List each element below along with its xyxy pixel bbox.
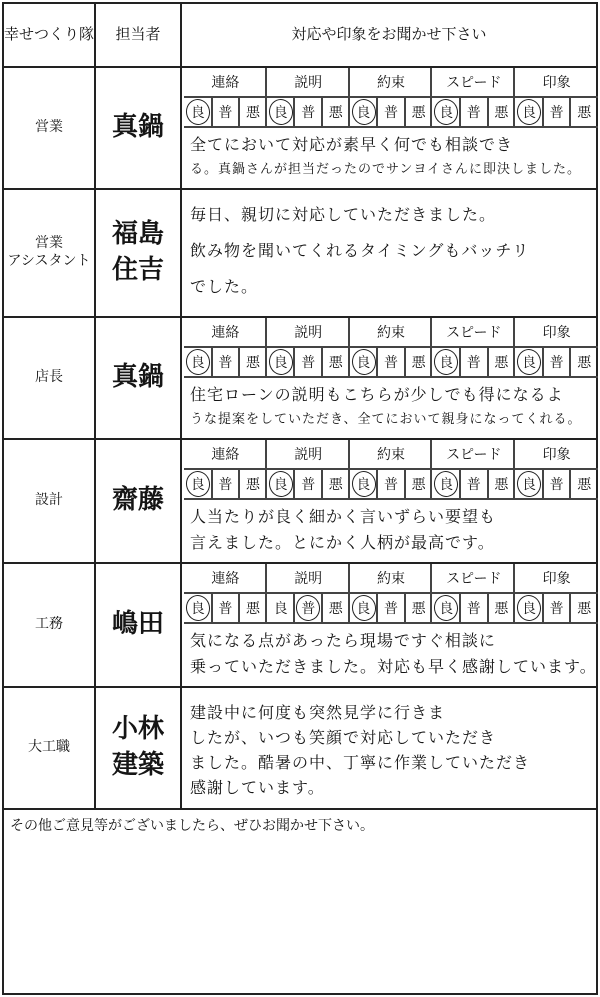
rating-option[interactable]: 普 xyxy=(301,355,316,371)
rating-option[interactable]: 悪 xyxy=(411,477,426,493)
comment-line: 言えました。とにかく人柄が最高です。 xyxy=(190,533,495,552)
rating-option[interactable]: 良 xyxy=(273,601,288,617)
rating-option[interactable]: 普 xyxy=(383,105,398,121)
rating-option[interactable]: 普 xyxy=(549,355,564,371)
row-person-name: 真鍋 xyxy=(111,361,164,392)
comment-line: でした。 xyxy=(190,277,259,296)
row-person-name: 齋藤 xyxy=(111,484,164,515)
rating-option[interactable]: 悪 xyxy=(245,477,260,493)
comment-line: うな提案をしていただき、全てにおいて親身になってくれる。 xyxy=(190,412,582,427)
rating-option[interactable]: 良 xyxy=(356,355,371,371)
rating-category: 約束 xyxy=(376,447,405,463)
rating-option[interactable]: 普 xyxy=(466,601,481,617)
row-role: 営業 xyxy=(35,118,63,135)
rating-option[interactable]: 良 xyxy=(190,105,205,121)
rating-option[interactable]: 良 xyxy=(190,477,205,493)
rating-option[interactable]: 悪 xyxy=(494,355,509,371)
comment-line: 感謝しています。 xyxy=(190,778,325,797)
rating-option[interactable]: 普 xyxy=(466,355,481,371)
rating-option[interactable]: 普 xyxy=(301,477,316,493)
comment-line: 住宅ローンの説明もこちらが少しでも得になるよ xyxy=(190,385,564,404)
rating-category: 連絡 xyxy=(211,75,240,91)
comment-line: 建設中に何度も突然見学に行きま xyxy=(190,703,446,722)
comment-line: 全てにおいて対応が素早く何でも相談でき xyxy=(190,135,514,154)
rating-option[interactable]: 普 xyxy=(383,355,398,371)
rating-option[interactable]: 悪 xyxy=(577,601,592,617)
rating-option[interactable]: 普 xyxy=(549,601,564,617)
rating-option[interactable]: 悪 xyxy=(328,105,343,121)
rating-category: 説明 xyxy=(294,447,323,463)
rating-category: 約束 xyxy=(376,325,405,341)
footer-prompt: その他ご意見等がございましたら、ぜひお聞かせ下さい。 xyxy=(10,818,374,834)
rating-category: 連絡 xyxy=(211,571,240,587)
rating-option[interactable]: 悪 xyxy=(411,601,426,617)
rating-category: 連絡 xyxy=(211,447,240,463)
rating-category: 印象 xyxy=(542,325,571,341)
rating-option[interactable]: 悪 xyxy=(328,477,343,493)
rating-option[interactable]: 普 xyxy=(218,105,233,121)
rating-category: 印象 xyxy=(542,571,571,587)
comment-line: ました。酷暑の中、丁寧に作業していただき xyxy=(190,753,531,772)
rating-category: 説明 xyxy=(294,325,323,341)
rating-category: スピード xyxy=(446,75,502,91)
rating-option[interactable]: 良 xyxy=(439,355,454,371)
rating-option[interactable]: 悪 xyxy=(328,601,343,617)
header-team: 幸せつくり隊 xyxy=(4,25,95,44)
row-role: 大工職 xyxy=(28,738,70,755)
rating-option[interactable]: 良 xyxy=(356,477,371,493)
rating-option[interactable]: 悪 xyxy=(494,105,509,121)
rating-category: スピード xyxy=(446,571,502,587)
rating-option[interactable]: 良 xyxy=(521,477,536,493)
rating-grid-line xyxy=(184,376,598,378)
row-person-name: 福島 住吉 xyxy=(111,218,164,285)
rating-grid xyxy=(184,68,598,128)
rating-option[interactable]: 悪 xyxy=(411,355,426,371)
rating-option[interactable]: 悪 xyxy=(411,105,426,121)
rating-option[interactable]: 悪 xyxy=(245,105,260,121)
rating-category: 連絡 xyxy=(211,325,240,341)
rating-category: スピード xyxy=(446,325,502,341)
comment-line: 乗っていただきました。対応も早く感謝しています。 xyxy=(190,657,597,676)
rating-option[interactable]: 普 xyxy=(383,477,398,493)
rating-grid-line xyxy=(184,126,598,128)
rating-option[interactable]: 悪 xyxy=(328,355,343,371)
row-role: 店長 xyxy=(35,368,63,385)
rating-grid xyxy=(184,440,598,500)
rating-option[interactable]: 普 xyxy=(466,477,481,493)
rating-option[interactable]: 普 xyxy=(218,601,233,617)
rating-option[interactable]: 悪 xyxy=(494,601,509,617)
rating-option[interactable]: 普 xyxy=(383,601,398,617)
rating-option[interactable]: 良 xyxy=(439,601,454,617)
rating-option[interactable]: 良 xyxy=(356,601,371,617)
rating-option[interactable]: 普 xyxy=(301,601,316,617)
rating-option[interactable]: 良 xyxy=(273,105,288,121)
rating-option[interactable]: 悪 xyxy=(577,105,592,121)
header-response: 対応や印象をお聞かせ下さい xyxy=(291,25,487,44)
comment-line: 毎日、親切に対応していただきました。 xyxy=(190,205,497,224)
row-divider xyxy=(4,808,596,810)
rating-category: 印象 xyxy=(542,75,571,91)
rating-option[interactable]: 良 xyxy=(273,477,288,493)
rating-category: 印象 xyxy=(542,447,571,463)
survey-form xyxy=(2,2,598,995)
rating-option[interactable]: 普 xyxy=(218,477,233,493)
rating-option[interactable]: 良 xyxy=(521,601,536,617)
row-role: 営業 アシスタント xyxy=(7,234,91,269)
rating-grid xyxy=(184,564,598,624)
comment-line: 人当たりが良く細かく言いずらい要望も xyxy=(190,507,497,526)
rating-option[interactable]: 良 xyxy=(190,601,205,617)
rating-option[interactable]: 良 xyxy=(439,477,454,493)
rating-category: 説明 xyxy=(294,571,323,587)
rating-option[interactable]: 良 xyxy=(439,105,454,121)
rating-option[interactable]: 良 xyxy=(521,355,536,371)
rating-grid-line xyxy=(184,622,598,624)
rating-option[interactable]: 普 xyxy=(549,105,564,121)
rating-option[interactable]: 悪 xyxy=(245,355,260,371)
comment-line: 飲み物を聞いてくれるタイミングもバッチリ xyxy=(190,241,530,260)
rating-option[interactable]: 普 xyxy=(466,105,481,121)
rating-option[interactable]: 普 xyxy=(218,355,233,371)
rating-option[interactable]: 良 xyxy=(190,355,205,371)
rating-option[interactable]: 悪 xyxy=(245,601,260,617)
rating-grid xyxy=(184,318,598,378)
rating-option[interactable]: 良 xyxy=(356,105,371,121)
rating-category: 説明 xyxy=(294,75,323,91)
rating-category: 約束 xyxy=(376,571,405,587)
header-person: 担当者 xyxy=(115,25,161,44)
row-role: 工務 xyxy=(35,615,63,632)
rating-option[interactable]: 普 xyxy=(549,477,564,493)
comment-line: る。真鍋さんが担当だったのでサンヨイさんに即決しました。 xyxy=(190,162,581,177)
rating-grid-line xyxy=(184,498,598,500)
rating-option[interactable]: 良 xyxy=(521,105,536,121)
rating-option[interactable]: 悪 xyxy=(577,477,592,493)
rating-option[interactable]: 悪 xyxy=(577,355,592,371)
comment-line: 気になる点があったら現場ですぐ相談に xyxy=(190,631,496,650)
row-role: 設計 xyxy=(35,491,63,508)
rating-category: 約束 xyxy=(376,75,405,91)
row-person-name: 嶋田 xyxy=(111,608,164,639)
rating-option[interactable]: 良 xyxy=(273,355,288,371)
comment-line: したが、いつも笑顔で対応していただき xyxy=(190,728,497,747)
row-person-name: 真鍋 xyxy=(111,111,164,142)
rating-option[interactable]: 普 xyxy=(301,105,316,121)
rating-option[interactable]: 悪 xyxy=(494,477,509,493)
row-person-name: 小林 建築 xyxy=(111,713,164,780)
rating-category: スピード xyxy=(446,447,502,463)
